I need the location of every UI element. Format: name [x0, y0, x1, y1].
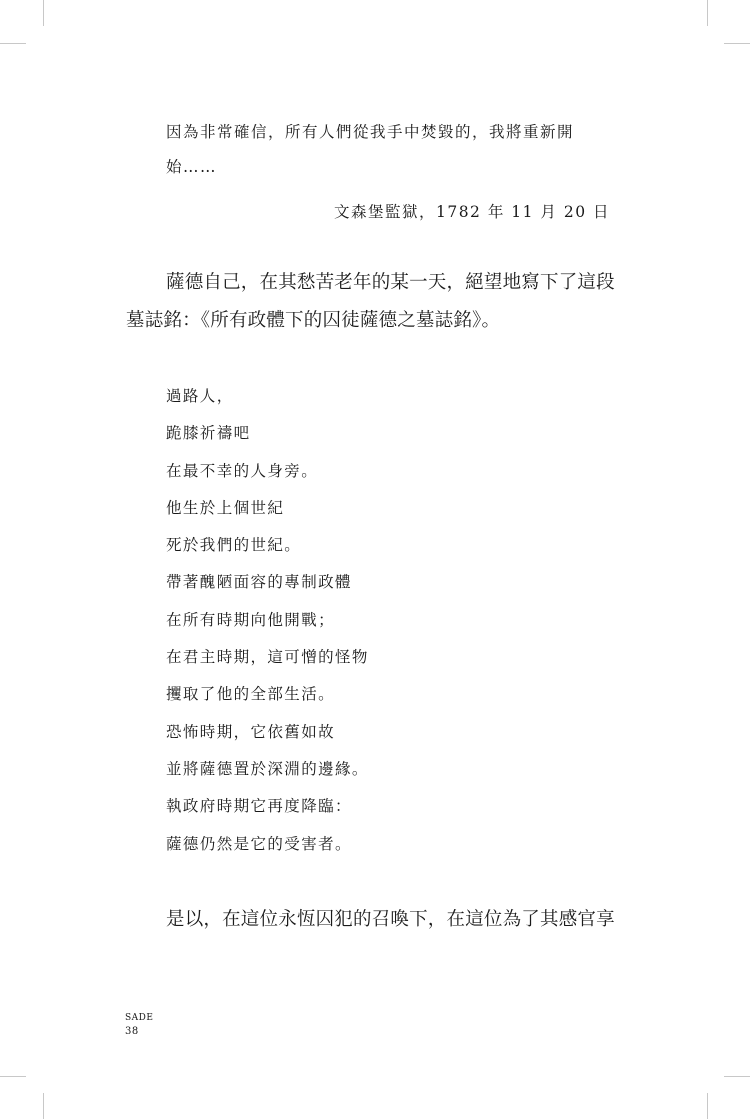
page-number: 38	[125, 1026, 139, 1037]
prose-line: 墓誌銘：《所有政體下的囚徒薩德之墓誌銘》。	[126, 310, 501, 331]
crop-mark	[43, 0, 44, 26]
opening-quote	[166, 122, 610, 192]
prose-paragraph	[126, 272, 615, 349]
crop-mark	[724, 1076, 750, 1077]
poem-line: 在君主時期，這可憎的怪物	[166, 648, 369, 667]
crop-mark	[43, 1093, 44, 1119]
page-footer	[125, 1011, 153, 1039]
crop-mark	[0, 43, 26, 44]
crop-mark	[707, 0, 708, 26]
poem-line: 在最不幸的人身旁。	[166, 461, 319, 480]
poem-line: 並將薩德置於深淵的邊緣。	[166, 759, 369, 778]
prose-line: 薩德自己，在其愁苦老年的某一天，絕望地寫下了這段	[166, 272, 615, 293]
poem-line: 薩德仍然是它的受害者。	[166, 834, 352, 853]
crop-mark	[707, 1093, 708, 1119]
prose-line: 是以，在這位永恆囚犯的召喚下，在這位為了其感官享	[166, 909, 615, 930]
prose-paragraph	[126, 909, 615, 948]
poem-line: 恐怖時期，它依舊如故	[166, 722, 336, 741]
poem-line: 跪膝祈禱吧	[166, 424, 251, 443]
running-head: SADE	[125, 1013, 154, 1023]
crop-mark	[724, 43, 750, 44]
poem-line: 死於我們的世紀。	[166, 536, 302, 555]
quote-line: 始……	[166, 158, 218, 176]
poem-line: 在所有時期向他開戰；	[166, 610, 336, 629]
quote-line: 因為非常確信，所有人們從我手中焚毀的，我將重新開	[166, 123, 575, 141]
quote-signature: 文森堡監獄，1782 年 11 月 20 日	[333, 203, 610, 221]
poem-line: 他生於上個世紀	[166, 498, 285, 517]
epitaph-poem	[166, 386, 586, 871]
poem-line: 執政府時期它再度降臨：	[166, 797, 352, 816]
poem-line: 過路人，	[166, 387, 234, 405]
crop-mark	[0, 1076, 26, 1077]
poem-line: 帶著醜陋面容的專制政體	[166, 573, 352, 592]
poem-line: 攫取了他的全部生活。	[166, 685, 336, 704]
